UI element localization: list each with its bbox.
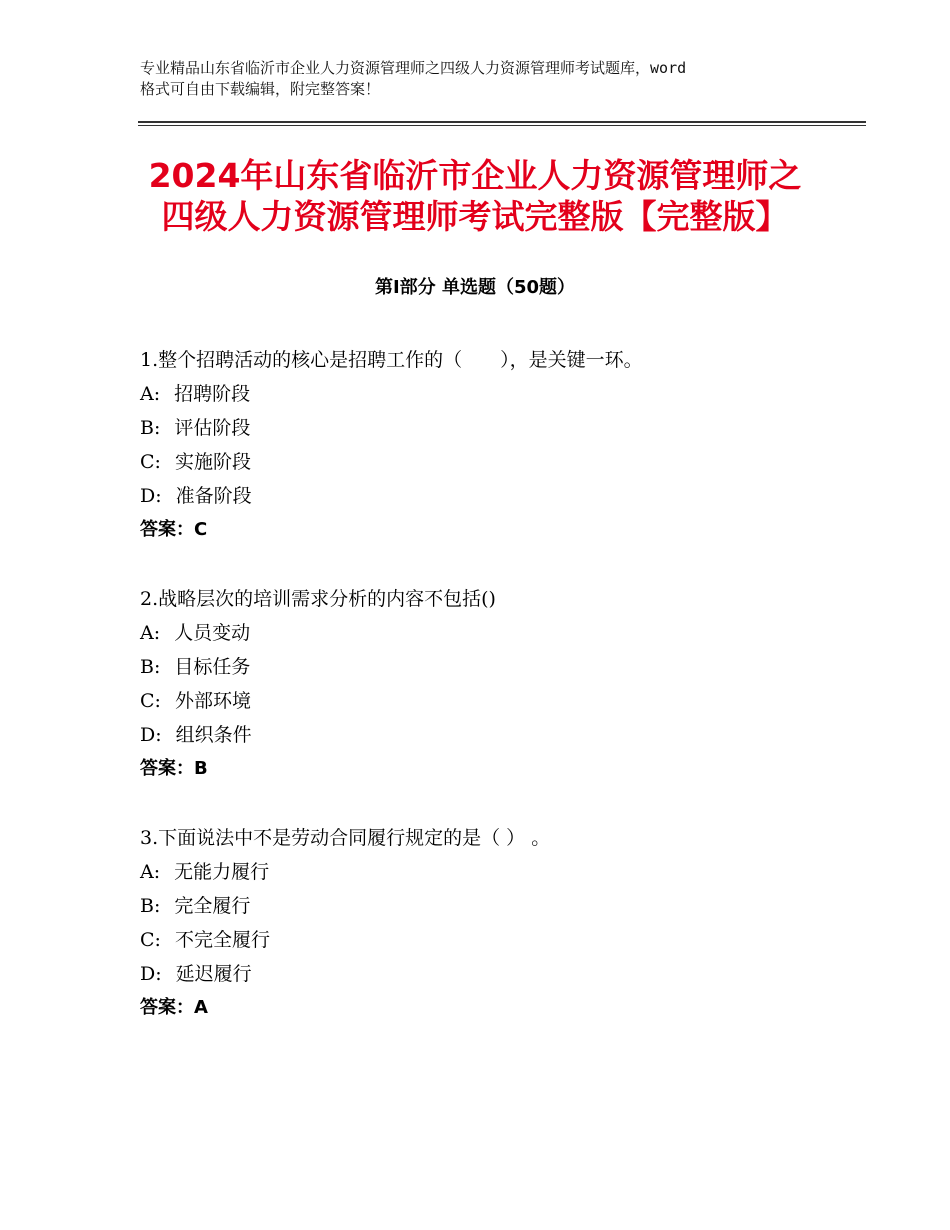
option-key: A: (140, 861, 161, 883)
option-text: 延迟履行 (175, 963, 252, 985)
option-key: A: (140, 622, 161, 644)
option-text: 评估阶段 (174, 417, 251, 439)
answer-line: 答案：B (140, 758, 208, 779)
option-text: 人员变动 (174, 622, 251, 644)
option-key: D: (140, 724, 162, 746)
header-divider-thick (138, 121, 866, 123)
header-note-line-1: 专业精品山东省临沂市企业人力资源管理师之四级人力资源管理师考试题库，word (140, 59, 687, 77)
question-stem: 2.战略层次的培训需求分析的内容不包括() (140, 588, 496, 610)
option-key: B: (140, 656, 161, 678)
option-key: B: (140, 417, 161, 439)
option-b (140, 650, 860, 684)
option-key: C: (140, 451, 161, 473)
header-note-line-2: 格式可自由下载编辑，附完整答案！ (140, 80, 381, 98)
option-d (140, 718, 860, 752)
question-3 (140, 821, 860, 1025)
document-title-line-2: 四级人力资源管理师考试完整版【完整版】 (161, 197, 789, 236)
question-2 (140, 582, 860, 786)
option-text: 不完全履行 (174, 929, 270, 951)
option-key: D: (140, 485, 162, 507)
answer-line: 答案：C (140, 519, 208, 540)
question-1 (140, 343, 860, 547)
header-note (140, 58, 830, 100)
option-a (140, 616, 860, 650)
option-text: 准备阶段 (175, 485, 252, 507)
option-text: 无能力履行 (174, 861, 270, 883)
option-text: 外部环境 (174, 690, 251, 712)
option-c (140, 445, 860, 479)
option-key: D: (140, 963, 162, 985)
option-text: 完全履行 (174, 895, 251, 917)
document-title-line-1: 2024年山东省临沂市企业人力资源管理师之 (148, 156, 802, 195)
answer-line: 答案：A (140, 997, 208, 1018)
document-title (100, 155, 850, 237)
section-title: 第Ⅰ部分 单选题（50题） (374, 277, 575, 298)
option-d (140, 479, 860, 513)
option-text: 组织条件 (175, 724, 252, 746)
option-a (140, 855, 860, 889)
question-stem: 3.下面说法中不是劳动合同履行规定的是（ ） 。 (140, 827, 551, 849)
option-b (140, 411, 860, 445)
option-a (140, 377, 860, 411)
option-key: B: (140, 895, 161, 917)
option-text: 实施阶段 (174, 451, 251, 473)
option-c (140, 684, 860, 718)
header-divider-thin (138, 125, 866, 126)
option-key: C: (140, 690, 161, 712)
option-key: C: (140, 929, 161, 951)
option-b (140, 889, 860, 923)
option-c (140, 923, 860, 957)
question-stem: 1.整个招聘活动的核心是招聘工作的（ ），是关键一环。 (140, 349, 643, 371)
option-text: 目标任务 (174, 656, 251, 678)
option-text: 招聘阶段 (174, 383, 251, 405)
option-key: A: (140, 383, 161, 405)
option-d (140, 957, 860, 991)
